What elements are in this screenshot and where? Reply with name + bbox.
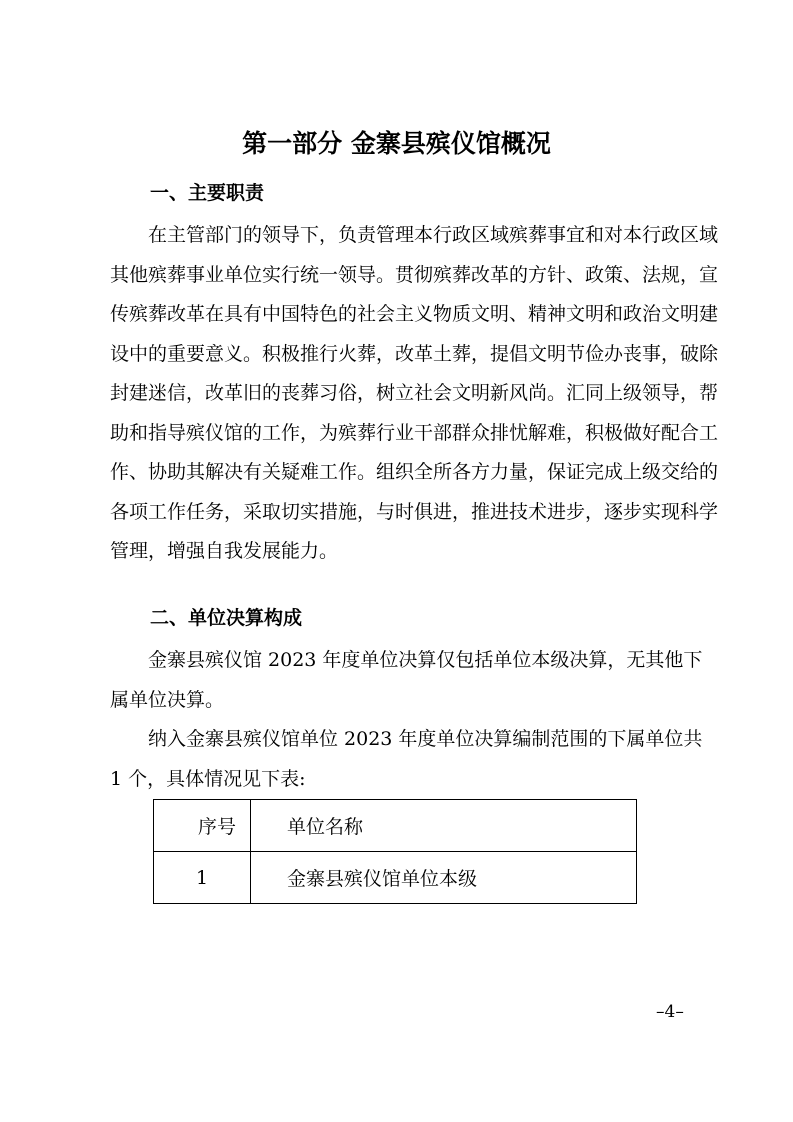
table-header-cell — [154, 800, 251, 852]
paragraph-budget-scope: 金寨县殡仪馆 2023 年度单位决算仅包括单位本级决算，无其他下属单位决算。 — [110, 649, 703, 711]
table-cell-unit-name — [251, 852, 637, 904]
section-heading-main-duties: 一、主要职责 — [150, 182, 265, 204]
table-row — [154, 852, 637, 904]
header-serial-number: 序号 — [197, 816, 236, 838]
subordinate-units-table — [153, 799, 637, 904]
page-title: 第一部分 金寨县殡仪馆概况 — [242, 129, 551, 158]
paragraph-main-duties: 在主管部门的领导下，负责管理本行政区域殡葬事宜和对本行政区域其他殡葬事业单位实行统一领导。贯彻殡葬改革的方针、政策、法规，宣传殡葬改革在具有中国特色的社会主义物质文明、精神文明和政治文明建设中的重要意义。积极推行火葬，改革土葬，提倡文明节俭办丧事，破除封建迷信，改革旧的丧葬习俗，树立社会文明新风尚。汇同上级领导，帮助和指导殡仪馆的工作，为殡葬行业干部群众排忧解难，积极做好配合工作、协助其解决有关疑难工作。组织全所各方力量，保证完成上级交给的各项工作任务，采取切实措施，与时俱进，推进技术进步，逐步实现科学管理，增强自我发展能力。 — [110, 224, 719, 562]
section-heading-budget-composition: 二、单位决算构成 — [150, 607, 303, 629]
table-header-cell — [251, 800, 637, 852]
cell-serial-number: 1 — [195, 866, 209, 889]
table-cell-serial — [154, 852, 251, 904]
table-header-row — [154, 800, 637, 852]
cell-unit-name: 金寨县殡仪馆单位本级 — [287, 868, 478, 890]
header-unit-name: 单位名称 — [287, 816, 364, 838]
page-number: –4– — [656, 1002, 684, 1022]
paragraph-subordinate-units: 纳入金寨县殡仪馆单位 2023 年度单位决算编制范围的下属单位共 1 个，具体情况见下表: — [110, 728, 703, 790]
